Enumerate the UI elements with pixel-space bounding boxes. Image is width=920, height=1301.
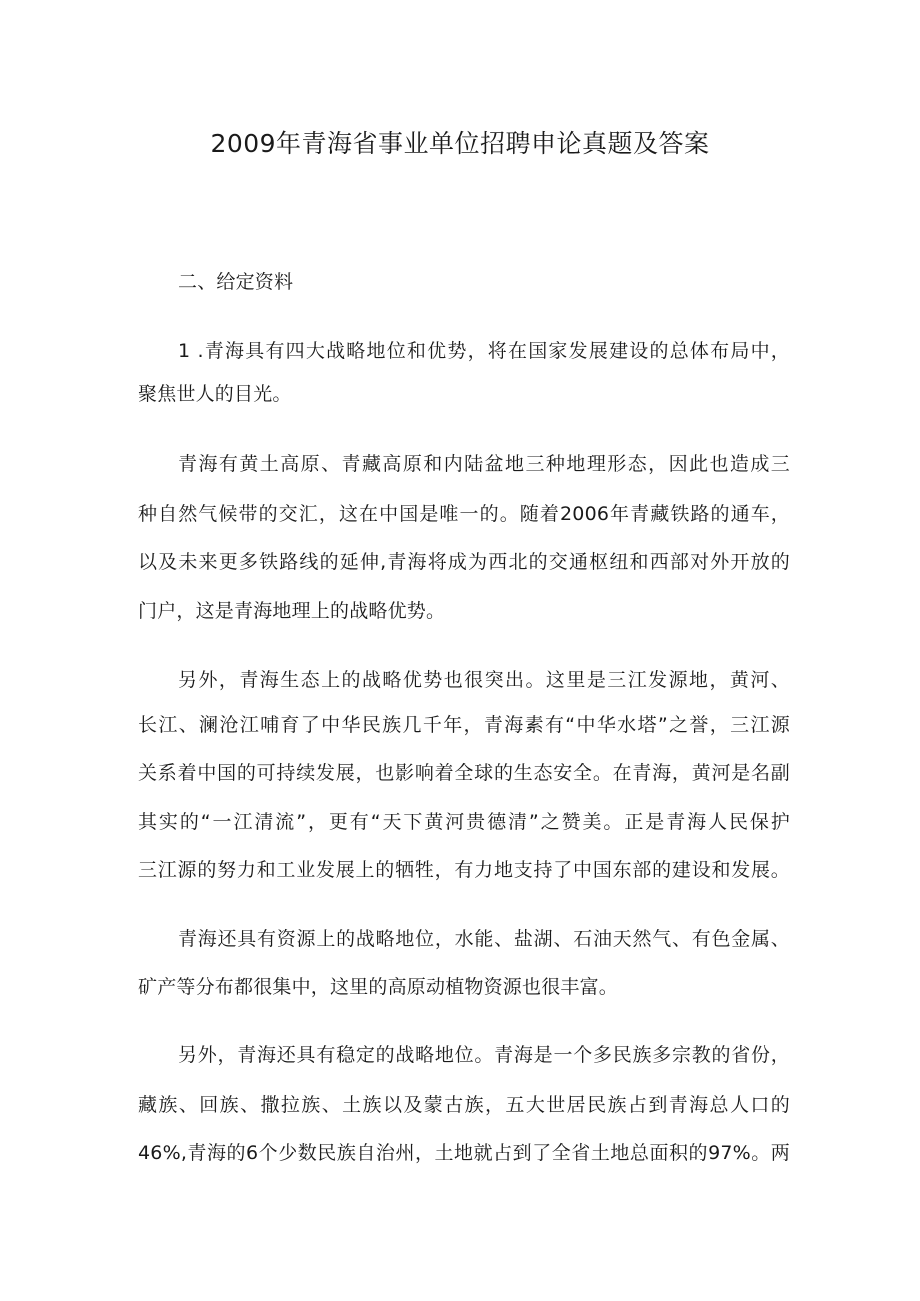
paragraph-line: 长江、澜沧江哺育了中华民族几千年，青海素有“中华水塔”之誉，三江源 [138, 714, 790, 736]
document-title: 2009年青海省事业单位招聘申论真题及答案 [210, 129, 710, 158]
paragraph-line: 三江源的努力和工业发展上的牺牲，有力地支持了中国东部的建设和发展。 [138, 859, 790, 881]
paragraph-line: 种自然气候带的交汇，这在中国是唯一的。随着2006年青藏铁路的通车， [138, 503, 790, 525]
paragraph-line: 关系着中国的可持续发展，也影响着全球的生态安全。在青海，黄河是名副 [138, 762, 790, 784]
paragraph-line: 另外，青海还具有稳定的战略地位。青海是一个多民族多宗教的省份， [178, 1044, 790, 1066]
paragraph-line: 青海有黄土高原、青藏高原和内陆盆地三种地理形态，因此也造成三 [178, 453, 790, 475]
section-heading: 二、给定资料 [178, 271, 294, 293]
paragraph-line: 另外，青海生态上的战略优势也很突出。这里是三江发源地，黄河、 [178, 669, 790, 691]
paragraph-line: 46%,青海的6个少数民族自治州，土地就占到了全省土地总面积的97%。两 [138, 1142, 790, 1164]
paragraph-line: 门户，这是青海地理上的战略优势。 [138, 600, 446, 622]
paragraph-line: 藏族、回族、撒拉族、土族以及蒙古族，五大世居民族占到青海总人口的 [138, 1094, 790, 1116]
paragraph-line: 聚焦世人的目光。 [138, 383, 292, 405]
paragraph-line: 青海还具有资源上的战略地位，水能、盐湖、石油天然气、有色金属、 [178, 928, 790, 950]
paragraph-line: 1 .青海具有四大战略地位和优势，将在国家发展建设的总体布局中， [178, 340, 790, 362]
paragraph-line: 其实的“一江清流”，更有“天下黄河贵德清”之赞美。正是青海人民保护 [138, 811, 790, 833]
paragraph-line: 以及未来更多铁路线的延伸,青海将成为西北的交通枢纽和西部对外开放的 [138, 551, 790, 573]
paragraph-line: 矿产等分布都很集中，这里的高原动植物资源也很丰富。 [138, 976, 619, 998]
